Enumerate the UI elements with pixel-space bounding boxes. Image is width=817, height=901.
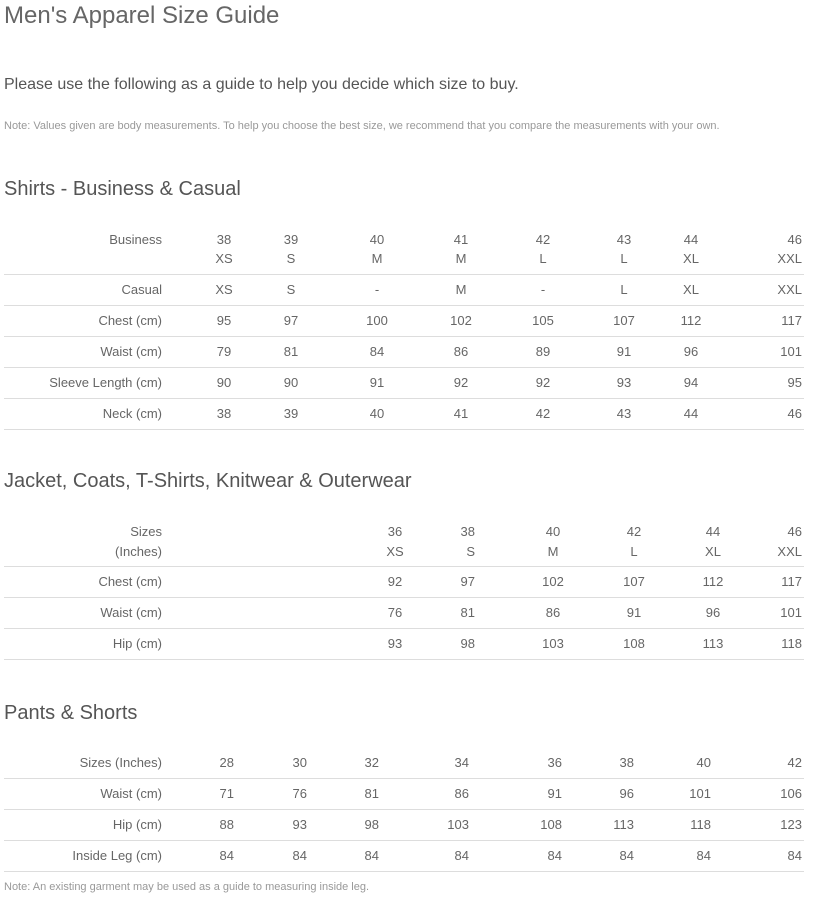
size-number: 38 [460,524,475,539]
row-label: Waist (cm) [100,605,162,620]
table-cell: 86 [454,786,469,801]
size-number: 46 [787,524,802,539]
table-cell: 92 [453,375,469,390]
size-letter: XS [215,251,233,266]
table-cell: 117 [781,574,802,589]
size-letter: S [466,544,475,559]
row-label: Waist (cm) [100,344,162,359]
size-number: 44 [705,524,721,539]
table-cell: 118 [690,817,711,832]
table-cell: 105 [532,313,554,328]
row-label: Inside Leg (cm) [72,848,162,863]
table-cell: 84 [292,848,307,863]
table-cell: 39 [283,406,299,421]
table-cell: 113 [613,817,634,832]
size-number: 46 [787,232,802,247]
table-row [4,399,804,430]
table-row [4,337,804,368]
row-label: Casual [121,282,162,297]
table-cell: 93 [387,636,403,651]
table-cell: 95 [216,313,232,328]
table-cell: 113 [702,636,724,651]
table-cell: 91 [369,375,385,390]
table-cell: 108 [623,636,645,651]
table-cell: 101 [780,344,802,359]
table-cell: 46 [787,406,802,421]
table-cell: XXL [777,282,802,297]
table-cell: 107 [623,574,645,589]
table-cell: 123 [780,817,802,832]
table-cell: 107 [613,313,635,328]
table-cell: 101 [689,786,711,801]
table-cell: 76 [387,605,403,620]
table-cell: 94 [683,375,699,390]
table-cell: 101 [780,605,802,620]
table-cell: 95 [787,375,802,390]
shirts-section-title: Shirts - Business & Casual [4,178,241,200]
table-cell: 81 [460,605,475,620]
size-letter: L [539,251,547,266]
table-cell: 79 [216,344,232,359]
table-cell: S [286,282,296,297]
jackets-header-unit: (Inches) [115,544,162,559]
jackets-header-row [4,518,804,567]
table-cell: 102 [542,574,564,589]
table-cell: 91 [616,344,632,359]
row-label: Waist (cm) [100,786,162,801]
size-letter: L [630,544,638,559]
shirts-header-row [4,226,804,275]
table-row [4,629,804,660]
table-row [4,598,804,629]
table-cell: 112 [680,313,702,328]
size-number: 36 [387,524,403,539]
inside-leg-note: Note: An existing garment may be used as a guide to measuring inside leg. [4,881,370,893]
shirts-size-table [4,226,804,430]
size-number: 40 [369,232,385,247]
size-letter: S [286,251,296,266]
size-letter: M [371,251,383,266]
size-number: 38 [216,232,232,247]
table-row [4,567,804,598]
table-cell: 41 [453,406,469,421]
table-cell: M [455,282,467,297]
table-cell: 84 [369,344,385,359]
pants-header-row [4,748,804,779]
size-letter: M [455,251,467,266]
size-number: 42 [626,524,642,539]
table-cell: 103 [447,817,469,832]
table-cell: 91 [626,605,642,620]
table-cell: - [374,282,380,297]
jackets-section-title: Jacket, Coats, T-Shirts, Knitwear & Outerwear [4,470,412,492]
size-number: 34 [454,755,469,770]
size-number: 43 [616,232,632,247]
shirts-header-label: Business [109,232,162,247]
table-row [4,841,804,872]
intro-text: Please use the following as a guide to help you decide which size to buy. [4,76,519,93]
table-cell: XS [215,282,233,297]
size-number: 42 [535,232,551,247]
size-number: 40 [545,524,561,539]
table-cell: 40 [369,406,385,421]
table-cell: 71 [219,786,234,801]
table-cell: 103 [542,636,564,651]
table-cell: 96 [705,605,721,620]
table-cell: 118 [781,636,802,651]
table-cell: 106 [780,786,802,801]
table-cell: 84 [364,848,379,863]
size-number: 41 [453,232,469,247]
size-number: 40 [696,755,711,770]
table-cell: XL [683,282,699,297]
table-cell: 90 [216,375,232,390]
table-cell: 92 [387,574,403,589]
table-cell: 84 [454,848,469,863]
size-number: 30 [292,755,307,770]
table-cell: 90 [283,375,299,390]
table-cell: 97 [460,574,475,589]
measurement-note: Note: Values given are body measurements. To help you choose the best size, we recommend that you compare the measurements with your own. [4,120,720,132]
table-cell: 89 [535,344,551,359]
table-cell: 100 [366,313,388,328]
size-letter: XL [705,544,721,559]
size-number: 42 [787,755,802,770]
table-cell: 86 [453,344,469,359]
table-cell: 84 [696,848,711,863]
size-number: 44 [683,232,699,247]
size-letter: XL [683,251,699,266]
size-number: 28 [219,755,234,770]
jackets-size-table [4,518,804,660]
pants-size-table [4,748,804,872]
table-cell: 98 [460,636,475,651]
table-cell: 96 [683,344,699,359]
table-cell: 93 [616,375,632,390]
table-cell: 93 [292,817,307,832]
table-cell: 43 [616,406,632,421]
size-letter: XXL [777,544,802,559]
table-cell: 92 [535,375,551,390]
table-cell: 76 [292,786,307,801]
table-cell: 98 [364,817,379,832]
size-letter: XXL [777,251,802,266]
table-cell: 102 [450,313,472,328]
table-row [4,306,804,337]
table-cell: 86 [545,605,561,620]
row-label: Hip (cm) [112,636,162,651]
page-title: Men's Apparel Size Guide [4,2,280,29]
table-cell: 81 [283,344,299,359]
row-label: Neck (cm) [102,406,162,421]
table-cell: 84 [787,848,802,863]
row-label: Chest (cm) [98,313,162,328]
table-cell: 81 [364,786,379,801]
table-cell: 88 [219,817,234,832]
table-cell: 108 [540,817,562,832]
table-cell: 91 [547,786,562,801]
table-cell: L [620,282,628,297]
table-row [4,779,804,810]
row-label: Sleeve Length (cm) [49,375,162,390]
table-cell: 42 [535,406,551,421]
size-letter: L [620,251,628,266]
size-number: 38 [619,755,634,770]
table-cell: 84 [219,848,234,863]
size-number: 39 [283,232,299,247]
pants-section-title: Pants & Shorts [4,702,138,724]
row-label: Chest (cm) [98,574,162,589]
table-cell: 84 [547,848,562,863]
row-label: Hip (cm) [112,817,162,832]
table-cell: 44 [683,406,699,421]
size-number: 36 [547,755,562,770]
table-row [4,368,804,399]
pants-header-label: Sizes (Inches) [79,755,162,770]
table-cell: 84 [619,848,634,863]
table-cell: 97 [283,313,299,328]
jackets-header-label: Sizes [130,524,162,539]
table-cell: 96 [619,786,634,801]
size-number: 32 [364,755,379,770]
size-letter: XS [386,544,404,559]
table-cell: 112 [702,574,724,589]
table-row [4,275,804,306]
table-cell: 117 [781,313,802,328]
table-cell: 38 [216,406,232,421]
table-cell: - [540,282,546,297]
table-row [4,810,804,841]
size-letter: M [547,544,559,559]
